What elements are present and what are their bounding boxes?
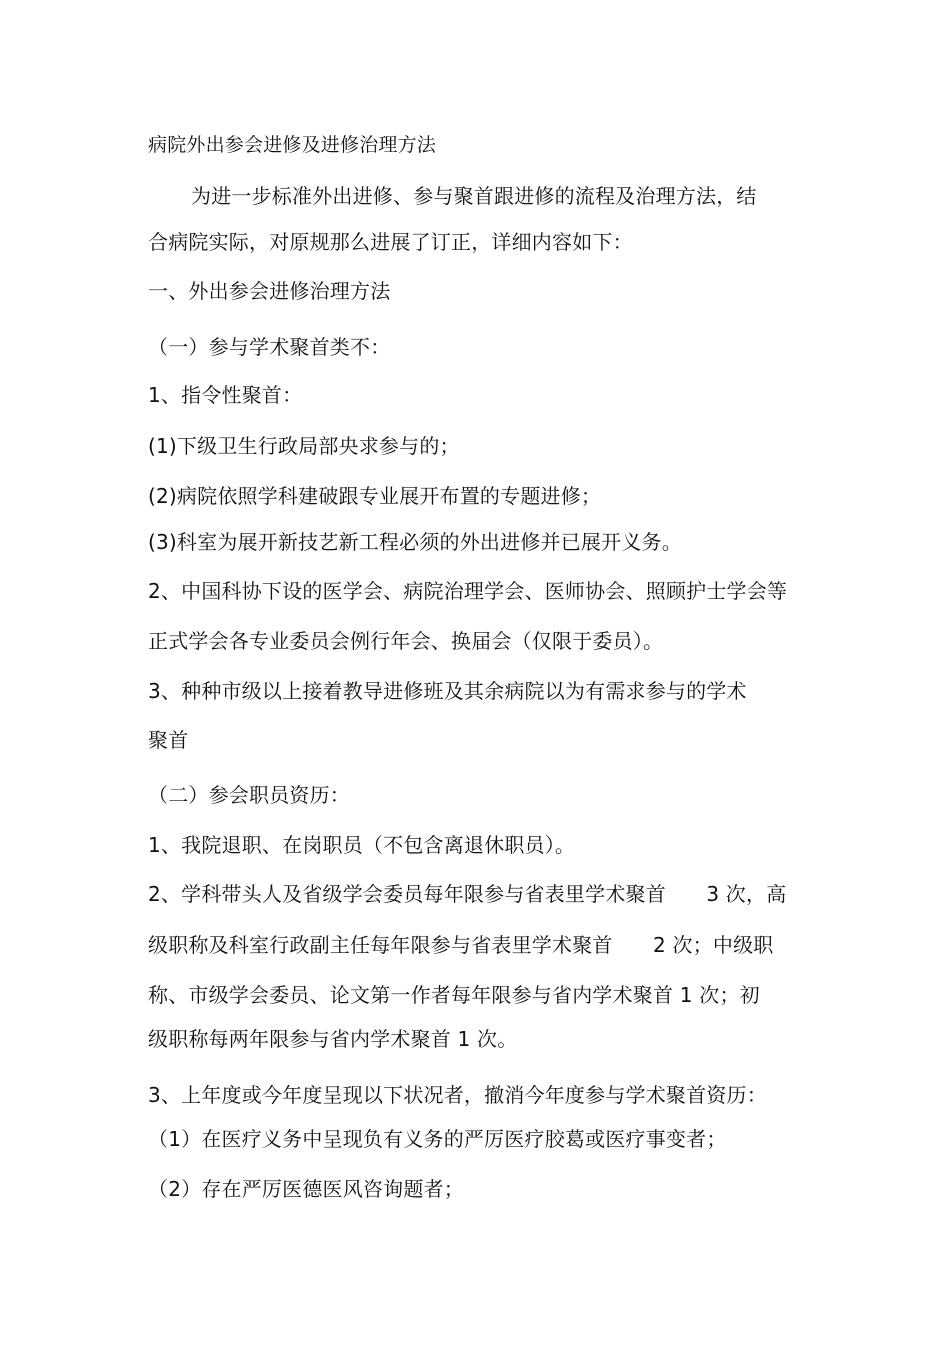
list-item: 级职称及科室行政副主任每年限参与省表里学术聚首 2 次；中级职 <box>148 933 774 957</box>
list-item: 级职称每两年限参与省内学术聚首 1 次。 <box>148 1027 518 1051</box>
list-item: 2、中国科协下设的医学会、病院治理学会、医师协会、照顾护士学会等 <box>148 579 788 603</box>
list-item: (2)病院依照学科建破跟专业展开布置的专题进修； <box>148 484 602 508</box>
document-title: 病院外出参会进修及进修治理方法 <box>148 134 437 156</box>
section-heading: 一、外出参会进修治理方法 <box>148 279 391 303</box>
paragraph-line: 为进一步标准外出进修、参与聚首跟进修的流程及治理方法，结 <box>191 184 757 208</box>
list-item: （2）存在严厉医德医风咨询题者； <box>148 1177 464 1201</box>
subsection-heading: （一）参与学术聚首类不： <box>148 335 391 359</box>
list-item: (1)下级卫生行政局部央求参与的； <box>148 434 460 458</box>
subsection-heading: （二）参会职员资历： <box>148 783 350 807</box>
paragraph-line: 合病院实际，对原规那么进展了订正，详细内容如下： <box>148 230 633 254</box>
list-item: 称、市级学会委员、论文第一作者每年限参与省内学术聚首 1 次；初 <box>148 983 760 1007</box>
list-item: 2、学科带头人及省级学会委员每年限参与省表里学术聚首 3 次，高 <box>148 882 787 906</box>
list-item: 1、我院退职、在岗职员（不包含离退休职员）。 <box>148 833 576 857</box>
list-item: 正式学会各专业委员会例行年会、换届会（仅限于委员）。 <box>148 629 664 653</box>
list-item: 3、种种市级以上接着教导进修班及其余病院以为有需求参与的学术 <box>148 679 747 703</box>
list-item: (3)科室为展开新技艺新工程必须的外出进修并已展开义务。 <box>148 530 682 554</box>
list-item: 3、上年度或今年度呈现以下状况者，撤消今年度参与学术聚首资历： <box>148 1083 767 1107</box>
list-item: 1、指令性聚首： <box>148 383 303 407</box>
list-item: 聚首 <box>148 728 189 752</box>
list-item: （1）在医疗义务中呈现负有义务的严厉医疗胶葛或医疗事变者； <box>148 1127 727 1151</box>
